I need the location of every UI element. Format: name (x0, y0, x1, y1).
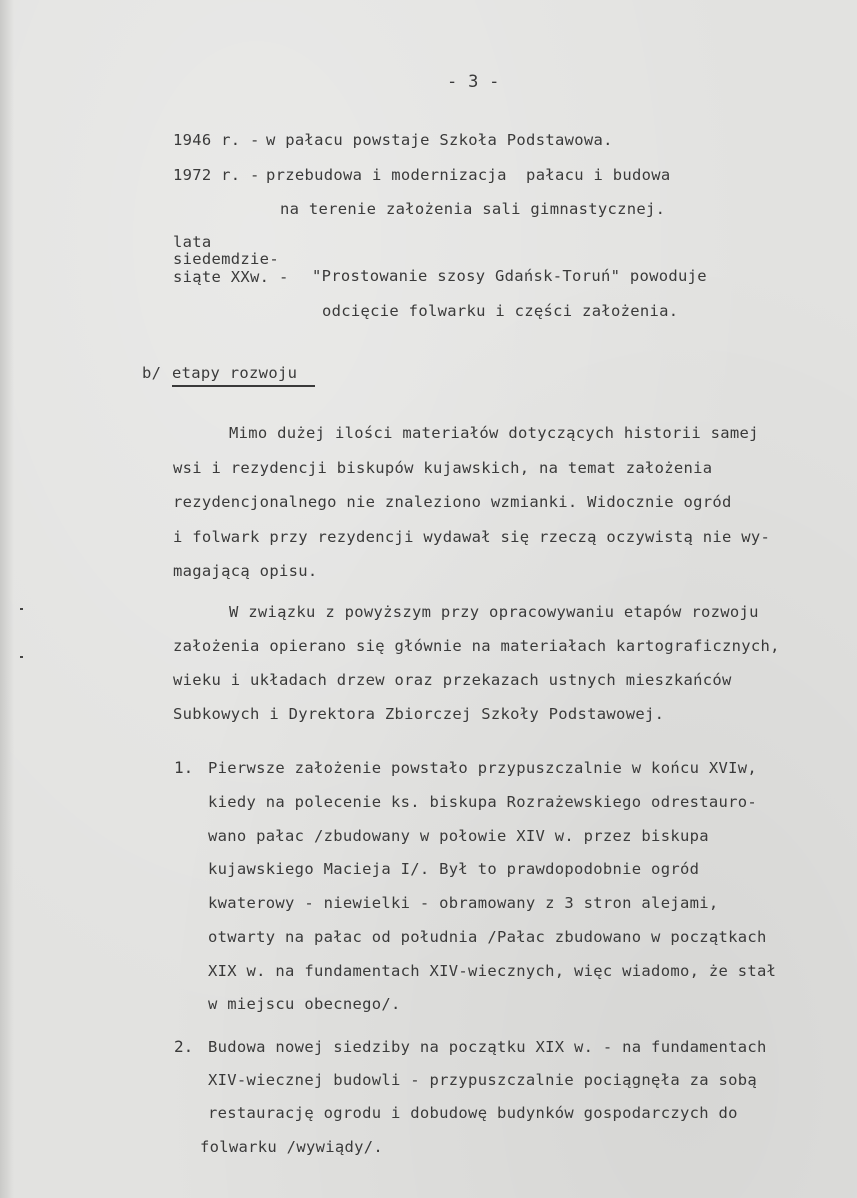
chronology-text: "Prostowanie szosy Gdańsk-Toruń" powoduje (312, 267, 707, 285)
chronology-text: przebudowa i modernizacja pałacu i budowa (266, 166, 671, 184)
paragraph-line: W związku z powyższym przy opracowywaniu etapów rozwoju (229, 603, 759, 621)
list-item-line: Budowa nowej siedziby na początku XIX w. - na fundamentach (208, 1038, 767, 1056)
list-item-line: XIX w. na fundamentach XIV-wiecznych, więc wiadomo, że stał (208, 962, 777, 980)
list-item-number: 2. (174, 1037, 194, 1056)
list-item-line: folwarku /wywiądy/. (200, 1138, 384, 1156)
section-prefix: b/ (142, 364, 162, 382)
page-number: - 3 - (447, 72, 500, 92)
chronology-year-line: siąte XXw. - (173, 268, 289, 286)
chronology-continuation: na terenie założenia sali gimnastycznej. (280, 200, 666, 218)
list-item-line: otwarty na pałac od południa /Pałac zbudowano w początkach (208, 928, 767, 946)
chronology-year: 1946 r. - (173, 131, 260, 149)
paragraph-line: wieku i układach drzew oraz przekazach ustnych mieszkańców (173, 671, 732, 689)
section-title: etapy rozwoju (172, 364, 298, 382)
list-item-number: 1. (174, 758, 194, 777)
paragraph-line: wsi i rezydencji biskupów kujawskich, na temat założenia (173, 459, 713, 477)
paragraph-line: założenia opierano się głównie na materiałach kartograficznych, (173, 637, 780, 655)
paragraph-line: rezydencjonalnego nie znaleziono wzmianki. Widocznie ogród (173, 493, 732, 511)
list-item-line: wano pałac /zbudowany w połowie XIV w. przez biskupa (208, 827, 709, 845)
page-edge-shadow (0, 0, 14, 1198)
chronology-year-line: lata (173, 233, 212, 251)
margin-mark (20, 608, 23, 610)
chronology-continuation: odcięcie folwarku i części założenia. (322, 302, 679, 320)
list-item-line: kwaterowy - niewielki - obramowany z 3 stron alejami, (208, 894, 719, 912)
chronology-text: w pałacu powstaje Szkoła Podstawowa. (266, 131, 613, 149)
list-item-line: restaurację ogrodu i dobudowę budynków gospodarczych do (208, 1104, 738, 1122)
paragraph-line: magającą opisu. (173, 562, 318, 580)
list-item-line: Pierwsze założenie powstało przypuszczalnie w końcu XVIw, (208, 759, 758, 777)
margin-mark (20, 656, 23, 658)
list-item-line: kiedy na polecenie ks. biskupa Rozrażewskiego odrestauro- (208, 793, 758, 811)
section-title-underline (172, 385, 315, 387)
paragraph-line: i folwark przy rezydencji wydawał się rzeczą oczywistą nie wy- (173, 528, 771, 546)
chronology-year-line: siedemdzie- (173, 250, 279, 268)
paragraph-line: Subkowych i Dyrektora Zbiorczej Szkoły Podstawowej. (173, 705, 665, 723)
paragraph-line: Mimo dużej ilości materiałów dotyczących historii samej (229, 424, 759, 442)
chronology-year: 1972 r. - (173, 166, 260, 184)
list-item-line: kujawskiego Macieja I/. Był to prawdopodobnie ogród (208, 860, 700, 878)
list-item-line: w miejscu obecnego/. (208, 995, 401, 1013)
list-item-line: XIV-wiecznej budowli - przypuszczalnie pociągnęła za sobą (208, 1071, 758, 1089)
